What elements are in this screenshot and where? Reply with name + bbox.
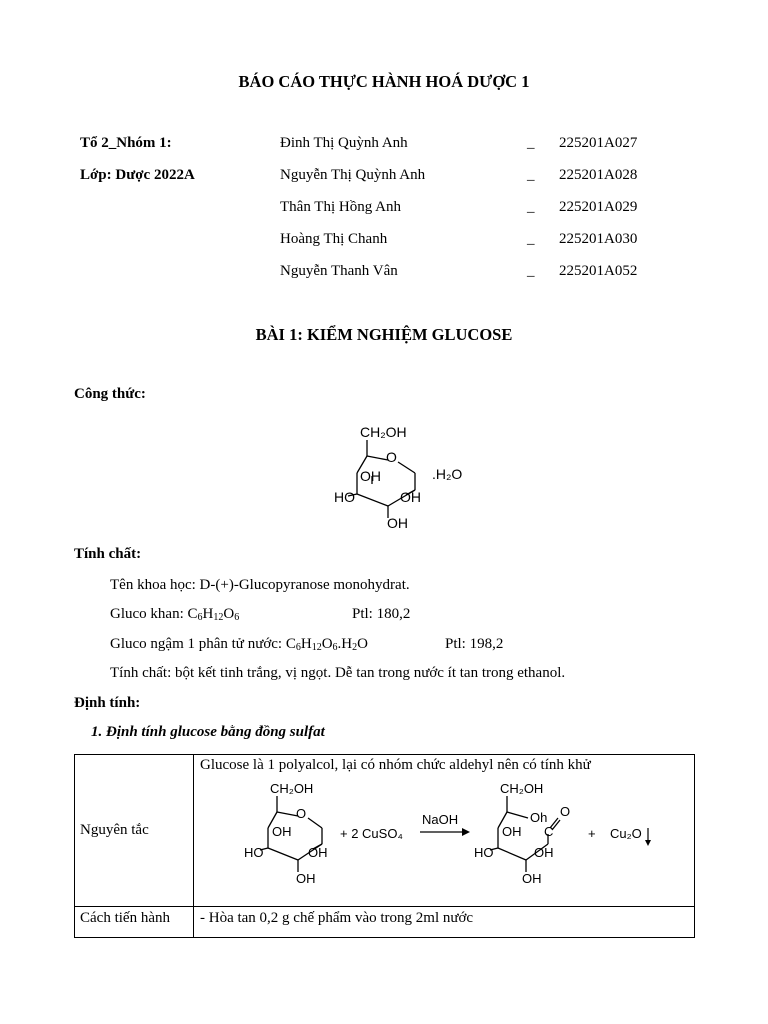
oh-label: OH bbox=[272, 824, 292, 839]
ch2oh-label: CH₂OH bbox=[270, 781, 314, 796]
ch2oh-label: CH₂OH bbox=[360, 424, 407, 440]
member-name: Đinh Thị Quỳnh Anh bbox=[280, 135, 408, 151]
table-row bbox=[75, 755, 695, 907]
carboxyl-oh-label: Oh bbox=[530, 810, 548, 825]
group-label: Tổ 2_Nhóm 1: bbox=[80, 135, 172, 151]
hydrate-line bbox=[110, 636, 368, 653]
plus-sign: + bbox=[588, 826, 596, 841]
member-name: Nguyễn Thị Quỳnh Anh bbox=[280, 167, 426, 183]
anhydrous-label: Gluco khan: bbox=[110, 606, 188, 622]
property-description: Tính chất: bột kết tinh trắng, vị ngọt. Dễ tan trong nước ít tan trong ethanol. bbox=[110, 665, 566, 681]
class-label: Lớp: Dược 2022A bbox=[80, 167, 195, 183]
ho-label: HO bbox=[474, 845, 494, 860]
formula-heading: Công thức: bbox=[74, 386, 146, 402]
report-title: BÁO CÁO THỰC HÀNH HOÁ DƯỢC 1 bbox=[238, 72, 530, 91]
precipitate-label: Cu₂O bbox=[610, 826, 642, 841]
hydrate-label: Gluco ngậm 1 phân tử nước: bbox=[110, 636, 286, 652]
ring-oxygen-label: O bbox=[386, 449, 397, 465]
anhydrous-line bbox=[110, 606, 239, 623]
properties-heading: Tính chất: bbox=[74, 546, 142, 562]
oh-label: OH bbox=[522, 871, 542, 886]
member-dash: _ bbox=[527, 135, 535, 151]
down-arrow-icon bbox=[645, 840, 651, 846]
ring-oxygen-label: O bbox=[296, 806, 307, 821]
principle-table bbox=[74, 754, 695, 938]
member-id: 225201A030 bbox=[559, 231, 638, 247]
member-id: 225201A029 bbox=[559, 199, 638, 215]
reaction-scheme-diagram bbox=[200, 778, 680, 890]
procedure-text: - Hòa tan 0,2 g chế phẩm vào trong 2ml nước bbox=[194, 907, 695, 938]
member-id: 225201A028 bbox=[559, 167, 638, 183]
principle-cell bbox=[194, 755, 695, 907]
oh-label: OH bbox=[387, 515, 408, 531]
ho-label: HO bbox=[334, 489, 355, 505]
row-label: Cách tiến hành bbox=[75, 907, 194, 938]
member-dash: _ bbox=[527, 263, 535, 279]
glucose-structure-diagram bbox=[320, 418, 480, 536]
member-name: Nguyễn Thanh Vân bbox=[280, 263, 398, 279]
member-name: Thân Thị Hồng Anh bbox=[280, 199, 401, 215]
oh-label: OH bbox=[502, 824, 522, 839]
member-id: 225201A027 bbox=[559, 135, 638, 151]
carboxyl-o-label: O bbox=[560, 804, 571, 819]
table-row bbox=[75, 907, 695, 938]
oh-label: OH bbox=[296, 871, 316, 886]
reagent-label: + 2 CuSO₄ bbox=[340, 826, 403, 841]
anhydrous-mw: Ptl: 180,2 bbox=[352, 606, 411, 622]
principle-text: Glucose là 1 polyalcol, lại có nhóm chức aldehyl nên có tính khử bbox=[200, 757, 591, 773]
subsection-title: 1. Định tính glucose bằng đồng sulfat bbox=[91, 724, 325, 740]
scientific-name: Tên khoa học: D-(+)-Glucopyranose monohydrat. bbox=[110, 577, 410, 593]
carbon-label: C bbox=[544, 824, 554, 839]
water-label: .H₂O bbox=[432, 466, 463, 482]
oh-label: OH bbox=[400, 489, 421, 505]
member-id: 225201A052 bbox=[559, 263, 638, 279]
row-label: Nguyên tắc bbox=[75, 755, 194, 907]
ch2oh-label: CH₂OH bbox=[500, 781, 544, 796]
oh-label: OH bbox=[534, 845, 554, 860]
member-dash: _ bbox=[527, 199, 535, 215]
condition-label: NaOH bbox=[422, 812, 459, 827]
member-dash: _ bbox=[527, 231, 535, 247]
hydrate-formula: $C_6H_{12}O_6.H_2O$ bbox=[285, 636, 368, 653]
anhydrous-formula: $C_6H_{12}O_6$ bbox=[187, 606, 240, 623]
qualitative-heading: Định tính: bbox=[74, 695, 141, 711]
ho-label: HO bbox=[244, 845, 264, 860]
lesson-title: BÀI 1: KIỂM NGHIỆM GLUCOSE bbox=[255, 325, 513, 344]
arrow-head-icon bbox=[462, 828, 470, 836]
hydrate-mw: Ptl: 198,2 bbox=[445, 636, 504, 652]
oh-label: OH bbox=[308, 845, 328, 860]
member-dash: _ bbox=[527, 167, 535, 183]
oh-label: OH bbox=[360, 468, 381, 484]
member-name: Hoàng Thị Chanh bbox=[280, 231, 388, 247]
